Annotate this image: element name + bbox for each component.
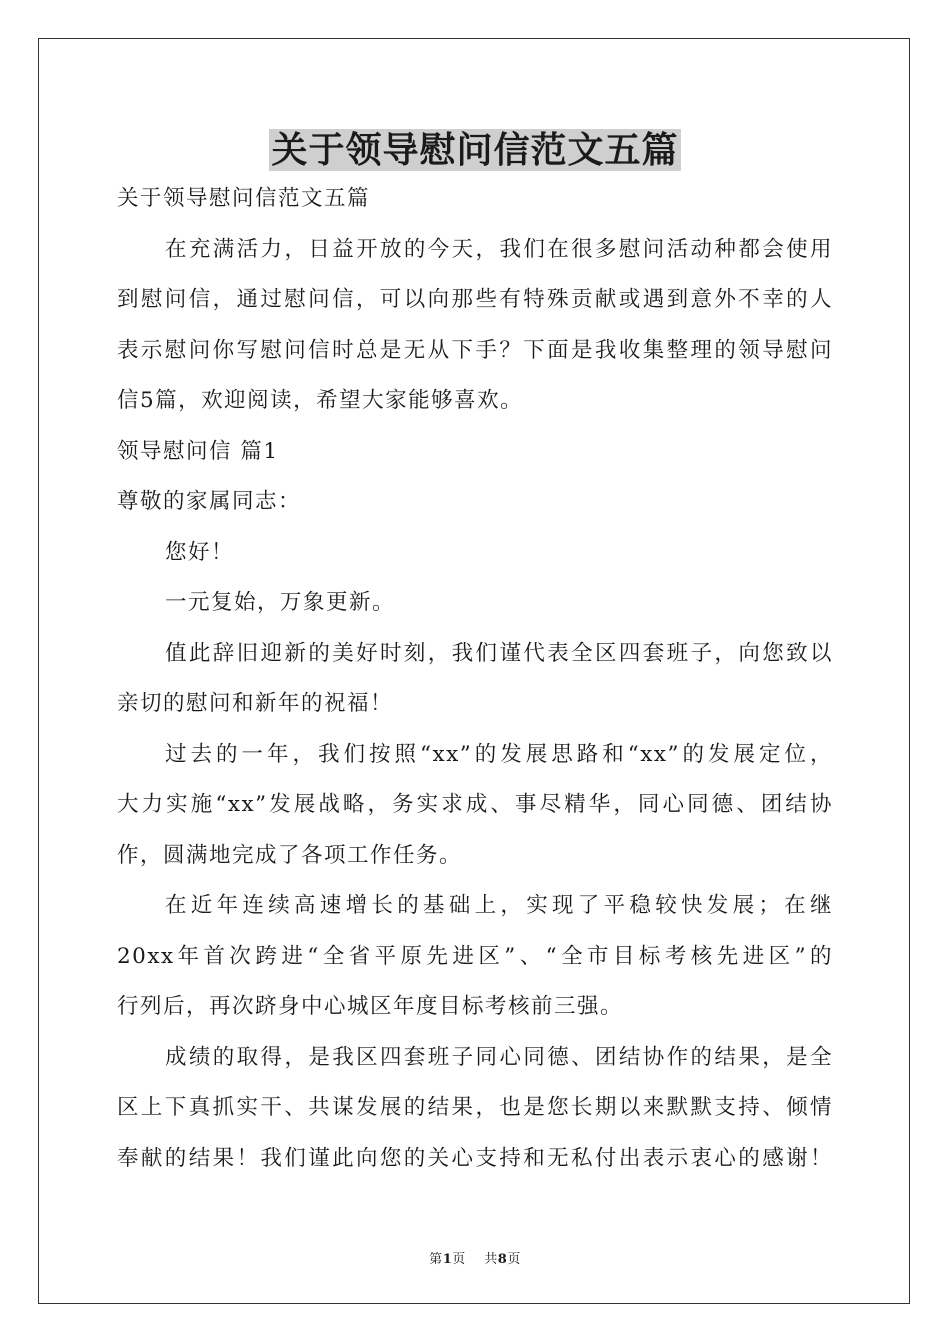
paragraph-line: 20xx年首次跨进“全省平原先进区”、“全市目标考核先进区”的 (117, 943, 833, 969)
paragraph-line: 区上下真抓实干、共谋发展的结果，也是您长期以来默默支持、倾情 (117, 1095, 833, 1120)
document-body (117, 174, 833, 1184)
subtitle-line: 关于领导慰问信范文五篇 (117, 186, 371, 211)
paragraph-line: 一元复始，万象更新。 (165, 590, 396, 615)
section-heading: 领导慰问信 篇1 (117, 438, 279, 464)
paragraph-line: 到慰问信，通过慰问信，可以向那些有特殊贡献或遇到意外不幸的人 (117, 287, 833, 312)
page-footer (0, 1248, 950, 1267)
document-title-text: 关于领导慰问信范文五篇 (271, 129, 679, 171)
paragraph-line: 大力实施“xx”发展战略，务实求成、事尽精华，同心同德、团结协 (117, 792, 833, 817)
footer-mid: 页 共 (452, 1252, 498, 1267)
footer-suffix: 页 (507, 1252, 521, 1267)
salutation-line: 尊敬的家属同志： (117, 489, 302, 514)
paragraph-line: 行列后，再次跻身中心城区年度目标考核前三强。 (117, 994, 624, 1019)
paragraph-line: 作，圆满地完成了各项工作任务。 (117, 842, 463, 868)
total-pages: 8 (497, 1252, 508, 1267)
document-title (0, 122, 950, 178)
paragraph-line: 信5篇，欢迎阅读，希望大家能够喜欢。 (117, 388, 524, 413)
paragraph-line: 成绩的取得，是我区四套班子同心同德、团结协作的结果，是全 (165, 1044, 833, 1070)
paragraph-line: 过去的一年，我们按照“xx”的发展思路和“xx”的发展定位， (165, 741, 833, 767)
page-number: 1 (442, 1252, 453, 1267)
paragraph-line: 表示慰问你写慰问信时总是无从下手？下面是我收集整理的领导慰问 (117, 337, 833, 363)
footer-prefix: 第 (429, 1252, 443, 1267)
paragraph-line: 奉献的结果！我们谨此向您的关心支持和无私付出表示衷心的感谢！ (117, 1145, 833, 1171)
paragraph-line: 值此辞旧迎新的美好时刻，我们谨代表全区四套班子，向您致以 (165, 640, 833, 666)
paragraph-line: 在近年连续高速增长的基础上，实现了平稳较快发展；在继 (165, 893, 833, 918)
paragraph-line: 亲切的慰问和新年的祝福！ (117, 691, 394, 716)
paragraph-line: 您好！ (165, 539, 235, 565)
paragraph-line: 在充满活力，日益开放的今天，我们在很多慰问活动种都会使用 (165, 236, 833, 262)
